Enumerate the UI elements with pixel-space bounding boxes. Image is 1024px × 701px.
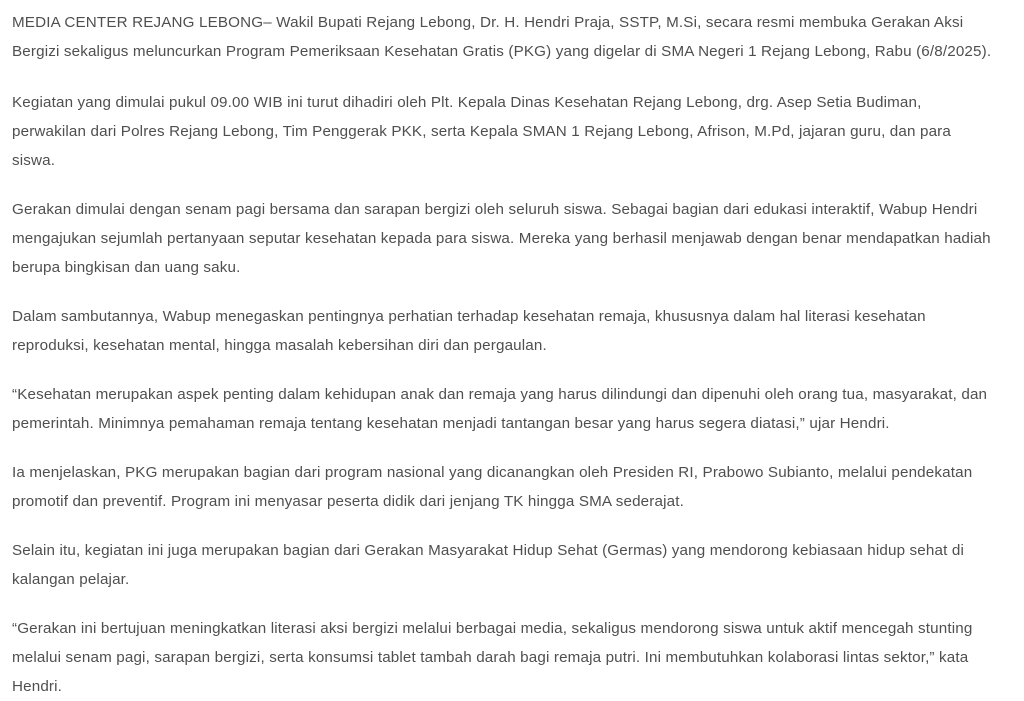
article-paragraph: Dalam sambutannya, Wabup menegaskan pentingnya perhatian terhadap kesehatan remaja, khususnya dalam hal literasi kesehatan reproduksi, kesehatan mental, hingga masalah kebersihan diri dan pergaulan.: [12, 308, 926, 354]
article-paragraph: Kegiatan yang dimulai pukul 09.00 WIB ini turut dihadiri oleh Plt. Kepala Dinas Kesehatan Rejang Lebong, drg. Asep Setia Budiman, perwakilan dari Polres Rejang Lebong, Tim Penggerak PKK, serta Kepala SMAN 1 Rejang Lebong, Afrison, M.Pd, jajaran guru, dan para siswa.: [12, 94, 951, 169]
article-paragraph-quote: “Kesehatan merupakan aspek penting dalam kehidupan anak dan remaja yang harus dilindungi dan dipenuhi oleh orang tua, masyarakat, dan pemerintah. Minimnya pemahaman remaja tentang kesehatan menjadi tantangan besar yang harus segera diatasi,” ujar Hendri.: [12, 386, 988, 432]
article-paragraph: Gerakan dimulai dengan senam pagi bersama dan sarapan bergizi oleh seluruh siswa. Sebagai bagian dari edukasi interaktif, Wabup Hendri mengajukan sejumlah pertanyaan seputar kesehatan kepada para siswa. Mereka yang berhasil menjawab dengan benar mendapatkan hadiah berupa bingkisan dan uang saku.: [12, 201, 991, 276]
article-paragraph-quote: “Gerakan ini bertujuan meningkatkan literasi aksi bergizi melalui berbagai media, sekaligus mendorong siswa untuk aktif mencegah stunting melalui senam pagi, sarapan bergizi, serta konsumsi tablet tambah darah bagi remaja putri. Ini membutuhkan kolaborasi lintas sektor,” kata Hendri.: [12, 620, 973, 695]
article-paragraph: Ia menjelaskan, PKG merupakan bagian dari program nasional yang dicanangkan oleh Presiden RI, Prabowo Subianto, melalui pendekatan promotif dan preventif. Program ini menyasar peserta didik dari jenjang TK hingga SMA sederajat.: [12, 464, 973, 510]
article-paragraph: Selain itu, kegiatan ini juga merupakan bagian dari Gerakan Masyarakat Hidup Sehat (Germas) yang mendorong kebiasaan hidup sehat di kalangan pelajar.: [12, 542, 964, 588]
article-paragraph-lead: MEDIA CENTER REJANG LEBONG– Wakil Bupati Rejang Lebong, Dr. H. Hendri Praja, SSTP, M.Si, secara resmi membuka Gerakan Aksi Bergizi sekaligus meluncurkan Program Pemeriksaan Kesehatan Gratis (PKG) yang digelar di SMA Negeri 1 Rejang Lebong, Rabu (6/8/2025).: [12, 14, 992, 60]
